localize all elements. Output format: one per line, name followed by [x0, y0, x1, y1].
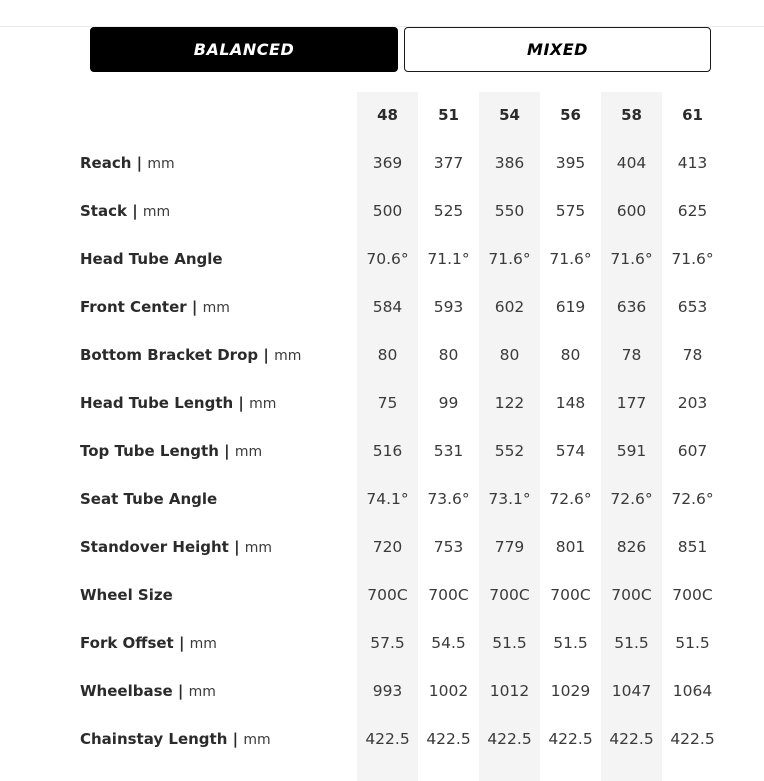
row-label-front-center — [80, 296, 230, 318]
table-cell-front-center-56: 619 — [555, 298, 586, 316]
row-label-wheel-size — [80, 584, 173, 606]
row-label-text: Reach — [80, 154, 132, 172]
table-cell-head-tube-length-54: 122 — [494, 394, 525, 412]
table-cell-top-tube-length-51: 531 — [433, 442, 464, 460]
table-cell-seat-tube-angle-48: 74.1° — [366, 490, 409, 508]
row-unit: mm — [249, 396, 277, 412]
table-cell-front-center-61: 653 — [677, 298, 708, 316]
table-cell-seat-tube-angle-54: 73.1° — [488, 490, 531, 508]
table-cell-head-tube-angle-61: 71.6° — [671, 250, 714, 268]
row-label-text: Front Center — [80, 298, 187, 316]
table-cell-fork-offset-54: 51.5 — [492, 634, 527, 652]
table-cell-bottom-bracket-drop-54: 80 — [499, 346, 520, 364]
table-cell-stack-58: 600 — [616, 202, 647, 220]
table-cell-standover-height-61: 851 — [677, 538, 708, 556]
table-cell-wheel-size-48: 700C — [367, 586, 408, 604]
table-cell-top-tube-length-58: 591 — [616, 442, 647, 460]
unit-separator: | — [233, 394, 250, 412]
unit-separator: | — [186, 298, 203, 316]
table-cell-front-center-58: 636 — [616, 298, 647, 316]
row-unit: mm — [244, 540, 273, 556]
table-cell-fork-offset-48: 57.5 — [370, 634, 405, 652]
table-cell-top-tube-length-54: 552 — [494, 442, 525, 460]
size-header-54: 54 — [499, 106, 520, 124]
row-label-chainstay-length — [80, 728, 271, 750]
table-cell-top-tube-length-48: 516 — [372, 442, 403, 460]
table-cell-stack-51: 525 — [433, 202, 464, 220]
size-column-shade — [357, 92, 418, 781]
table-cell-seat-tube-angle-56: 72.6° — [549, 490, 592, 508]
table-cell-head-tube-angle-58: 71.6° — [610, 250, 653, 268]
row-label-text: Wheelbase — [80, 682, 173, 700]
table-cell-standover-height-56: 801 — [555, 538, 586, 556]
table-cell-head-tube-length-51: 99 — [438, 394, 459, 412]
row-label-stack — [80, 200, 170, 222]
table-cell-chainstay-length-48: 422.5 — [365, 730, 410, 748]
row-label-bottom-bracket-drop — [80, 344, 301, 366]
table-cell-fork-offset-51: 54.5 — [431, 634, 466, 652]
table-cell-wheelbase-48: 993 — [372, 682, 403, 700]
table-cell-seat-tube-angle-51: 73.6° — [427, 490, 470, 508]
table-cell-reach-54: 386 — [494, 154, 525, 172]
table-cell-wheelbase-54: 1012 — [489, 682, 530, 700]
table-cell-head-tube-length-61: 203 — [677, 394, 708, 412]
table-cell-standover-height-48: 720 — [372, 538, 403, 556]
table-cell-wheel-size-56: 700C — [550, 586, 591, 604]
table-cell-standover-height-58: 826 — [616, 538, 647, 556]
row-label-seat-tube-angle — [80, 488, 217, 510]
row-label-text: Seat Tube Angle — [80, 490, 218, 508]
table-cell-stack-54: 550 — [494, 202, 525, 220]
table-cell-seat-tube-angle-58: 72.6° — [610, 490, 653, 508]
mixed-toggle-button[interactable]: MIXED — [404, 27, 711, 72]
table-cell-front-center-48: 584 — [372, 298, 403, 316]
table-cell-wheel-size-51: 700C — [428, 586, 469, 604]
size-column-shade — [601, 92, 662, 781]
row-label-text: Head Tube Length — [80, 394, 234, 412]
balanced-toggle-button[interactable]: BALANCED — [90, 27, 398, 72]
table-cell-bottom-bracket-drop-61: 78 — [682, 346, 703, 364]
unit-separator: | — [131, 154, 148, 172]
table-cell-bottom-bracket-drop-56: 80 — [560, 346, 581, 364]
table-cell-wheelbase-51: 1002 — [428, 682, 469, 700]
table-cell-top-tube-length-56: 574 — [555, 442, 586, 460]
size-header-48: 48 — [377, 106, 398, 124]
table-cell-wheelbase-56: 1029 — [550, 682, 591, 700]
row-unit: mm — [188, 684, 216, 700]
size-header-58: 58 — [621, 106, 642, 124]
table-cell-head-tube-angle-48: 70.6° — [366, 250, 409, 268]
table-cell-stack-48: 500 — [372, 202, 403, 220]
table-cell-head-tube-length-48: 75 — [377, 394, 398, 412]
row-label-reach — [80, 152, 175, 174]
table-cell-stack-56: 575 — [555, 202, 586, 220]
unit-separator: | — [126, 202, 143, 220]
row-unit: mm — [202, 300, 230, 316]
table-cell-wheelbase-61: 1064 — [672, 682, 713, 700]
unit-separator: | — [172, 682, 189, 700]
table-cell-head-tube-length-58: 177 — [616, 394, 647, 412]
row-unit: mm — [274, 348, 302, 364]
size-header-61: 61 — [682, 106, 703, 124]
table-cell-wheelbase-58: 1047 — [611, 682, 652, 700]
unit-separator: | — [227, 730, 244, 748]
table-cell-standover-height-51: 753 — [433, 538, 464, 556]
row-label-top-tube-length — [80, 440, 262, 462]
table-cell-reach-58: 404 — [616, 154, 647, 172]
table-cell-fork-offset-58: 51.5 — [614, 634, 649, 652]
row-label-text: Fork Offset — [80, 634, 174, 652]
table-cell-reach-56: 395 — [555, 154, 586, 172]
table-cell-chainstay-length-56: 422.5 — [548, 730, 593, 748]
size-column-shade — [479, 92, 540, 781]
row-unit: mm — [189, 636, 217, 652]
table-cell-seat-tube-angle-61: 72.6° — [671, 490, 714, 508]
table-cell-front-center-51: 593 — [433, 298, 464, 316]
row-unit: mm — [243, 732, 271, 748]
row-label-text: Head Tube Angle — [80, 250, 223, 268]
table-cell-chainstay-length-54: 422.5 — [487, 730, 532, 748]
table-cell-reach-48: 369 — [372, 154, 403, 172]
row-unit: mm — [147, 156, 175, 172]
unit-separator: | — [228, 538, 245, 556]
table-cell-standover-height-54: 779 — [494, 538, 525, 556]
table-cell-head-tube-angle-56: 71.6° — [549, 250, 592, 268]
row-label-head-tube-angle — [80, 248, 223, 270]
table-cell-head-tube-length-56: 148 — [555, 394, 586, 412]
table-cell-wheel-size-54: 700C — [489, 586, 530, 604]
table-cell-wheel-size-61: 700C — [672, 586, 713, 604]
table-cell-top-tube-length-61: 607 — [677, 442, 708, 460]
table-cell-chainstay-length-58: 422.5 — [609, 730, 654, 748]
size-header-51: 51 — [438, 106, 459, 124]
table-cell-bottom-bracket-drop-48: 80 — [377, 346, 398, 364]
unit-separator: | — [258, 346, 275, 364]
row-unit: mm — [234, 444, 263, 460]
table-cell-bottom-bracket-drop-51: 80 — [438, 346, 459, 364]
unit-separator: | — [173, 634, 190, 652]
row-label-text: Wheel Size — [80, 586, 173, 604]
table-cell-fork-offset-56: 51.5 — [553, 634, 588, 652]
size-header-56: 56 — [560, 106, 581, 124]
table-cell-wheel-size-58: 700C — [611, 586, 652, 604]
row-label-text: Bottom Bracket Drop — [80, 346, 259, 364]
row-label-fork-offset — [80, 632, 217, 654]
table-cell-bottom-bracket-drop-58: 78 — [621, 346, 642, 364]
table-cell-front-center-54: 602 — [494, 298, 525, 316]
table-cell-head-tube-angle-51: 71.1° — [427, 250, 470, 268]
row-label-text: Top Tube Length — [80, 442, 219, 460]
row-label-text: Stack — [80, 202, 127, 220]
table-cell-stack-61: 625 — [677, 202, 708, 220]
table-cell-chainstay-length-61: 422.5 — [670, 730, 715, 748]
row-label-text: Standover Height — [80, 538, 229, 556]
table-cell-reach-51: 377 — [433, 154, 464, 172]
table-cell-fork-offset-61: 51.5 — [675, 634, 710, 652]
row-label-standover-height — [80, 536, 272, 558]
row-unit: mm — [142, 204, 171, 220]
unit-separator: | — [218, 442, 235, 460]
row-label-wheelbase — [80, 680, 216, 702]
table-cell-chainstay-length-51: 422.5 — [426, 730, 471, 748]
table-cell-head-tube-angle-54: 71.6° — [488, 250, 531, 268]
row-label-head-tube-length — [80, 392, 276, 414]
table-cell-reach-61: 413 — [677, 154, 708, 172]
row-label-text: Chainstay Length — [80, 730, 228, 748]
